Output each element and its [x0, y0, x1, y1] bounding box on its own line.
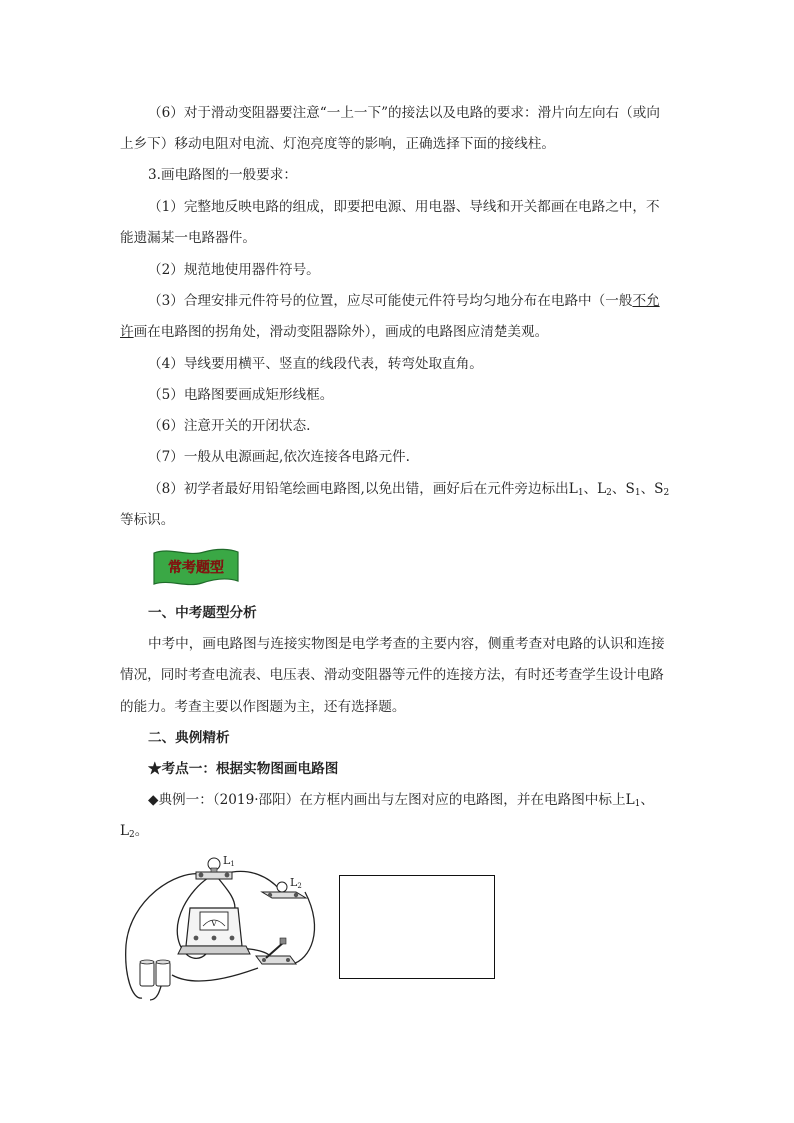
- example-1-line-2: $L_2$。: [120, 823, 149, 840]
- requirement-7: （7）一般从电源画起,依次连接各电路元件.: [148, 449, 410, 465]
- analysis-line-1: 中考中，画电路图与连接实物图是电学考查的主要内容，侧重考查对电路的认识和连接: [148, 636, 665, 652]
- requirement-3-line-2: [120, 323, 680, 341]
- analysis-heading: 一、中考题型分析: [148, 605, 257, 621]
- requirement-8-line-2: 等标识。: [120, 512, 175, 528]
- section-3-heading: 3.画电路图的一般要求：: [148, 167, 297, 183]
- example-1-line-1: ◆典例一：（2019·邵阳）在方框内画出与左图对应的电路图，并在电路图中标上$L_1$、: [148, 792, 654, 809]
- requirement-3-underlined-a: 不允: [632, 293, 660, 309]
- analysis-line-3: 的能力。考查主要以作图题为主，还有选择题。: [120, 699, 406, 715]
- paragraph-6-line-1: （6）对于滑动变阻器要注意“一上一下”的接法以及电路的要求：滑片向左向右（或向: [148, 105, 660, 121]
- analysis-line-2: 情况，同时考查电流表、电压表、滑动变阻器等元件的连接方法，有时还考查学生设计电路: [120, 667, 664, 683]
- requirement-1-line-1: （1）完整地反映电路的组成，即要把电源、用电器、导线和开关都画在电路之中，不: [148, 199, 660, 215]
- lamp-l2-label: L2: [290, 876, 302, 890]
- test-point-1: [148, 760, 708, 778]
- label-s1: $S_1$: [625, 481, 641, 498]
- test-point-1-text: ★考点一：根据实物图画电路图: [148, 761, 339, 777]
- battery: [140, 960, 170, 986]
- label-l1: $L_1$: [568, 481, 584, 498]
- example-1-text: ◆典例一：（2019·邵阳）在方框内画出与左图对应的电路图，并在电路图中标上: [148, 792, 626, 808]
- requirement-6: （6）注意开关的开闭状态.: [148, 418, 311, 434]
- label-s2: $S_2$: [654, 481, 670, 498]
- requirement-4: （4）导线要用横平、竖直的线段代表，转弯处取直角。: [148, 356, 483, 372]
- requirement-8-text: （8）初学者最好用铅笔绘画电路图,以免出错，画好后在元件旁边标出: [148, 481, 569, 497]
- requirement-3-text-b: 画在电路图的拐角处，滑动变阻器除外），画成的电路图应清楚美观。: [133, 324, 549, 340]
- physical-circuit-figure: [120, 850, 320, 1005]
- paragraph-6-line-2: 上乡下）移动电阻对电流、灯泡亮度等的影响，正确选择下面的接线柱。: [120, 136, 555, 152]
- label-l2: $L_2$: [597, 481, 612, 498]
- requirement-3-underlined-b: 许: [120, 324, 134, 340]
- voltmeter: [178, 908, 250, 954]
- requirement-8-line-1: （8）初学者最好用铅笔绘画电路图,以免出错，画好后在元件旁边标出$L_1$、$L_2$、$S_1$、$S_2$: [148, 481, 670, 498]
- lamp-l1: [196, 854, 235, 879]
- requirement-3-text-a: （3）合理安排元件符号的位置，应尽可能使元件符号均匀地分布在电路中（一般: [148, 293, 633, 309]
- answer-box[interactable]: [339, 875, 495, 979]
- requirement-5: （5）电路图要画成矩形线框。: [148, 387, 334, 403]
- requirement-2: （2）规范地使用器件符号。: [148, 262, 320, 278]
- lamp-l1-label: L1: [223, 854, 235, 868]
- voltmeter-symbol: V: [211, 919, 217, 928]
- requirement-1-line-2: 能遗漏某一电路器件。: [120, 230, 256, 246]
- common-questions-banner: [148, 545, 244, 591]
- requirement-3-line-1: [148, 292, 708, 310]
- banner-text: 常考题型: [168, 560, 224, 576]
- examples-heading: 二、典例精析: [148, 730, 230, 746]
